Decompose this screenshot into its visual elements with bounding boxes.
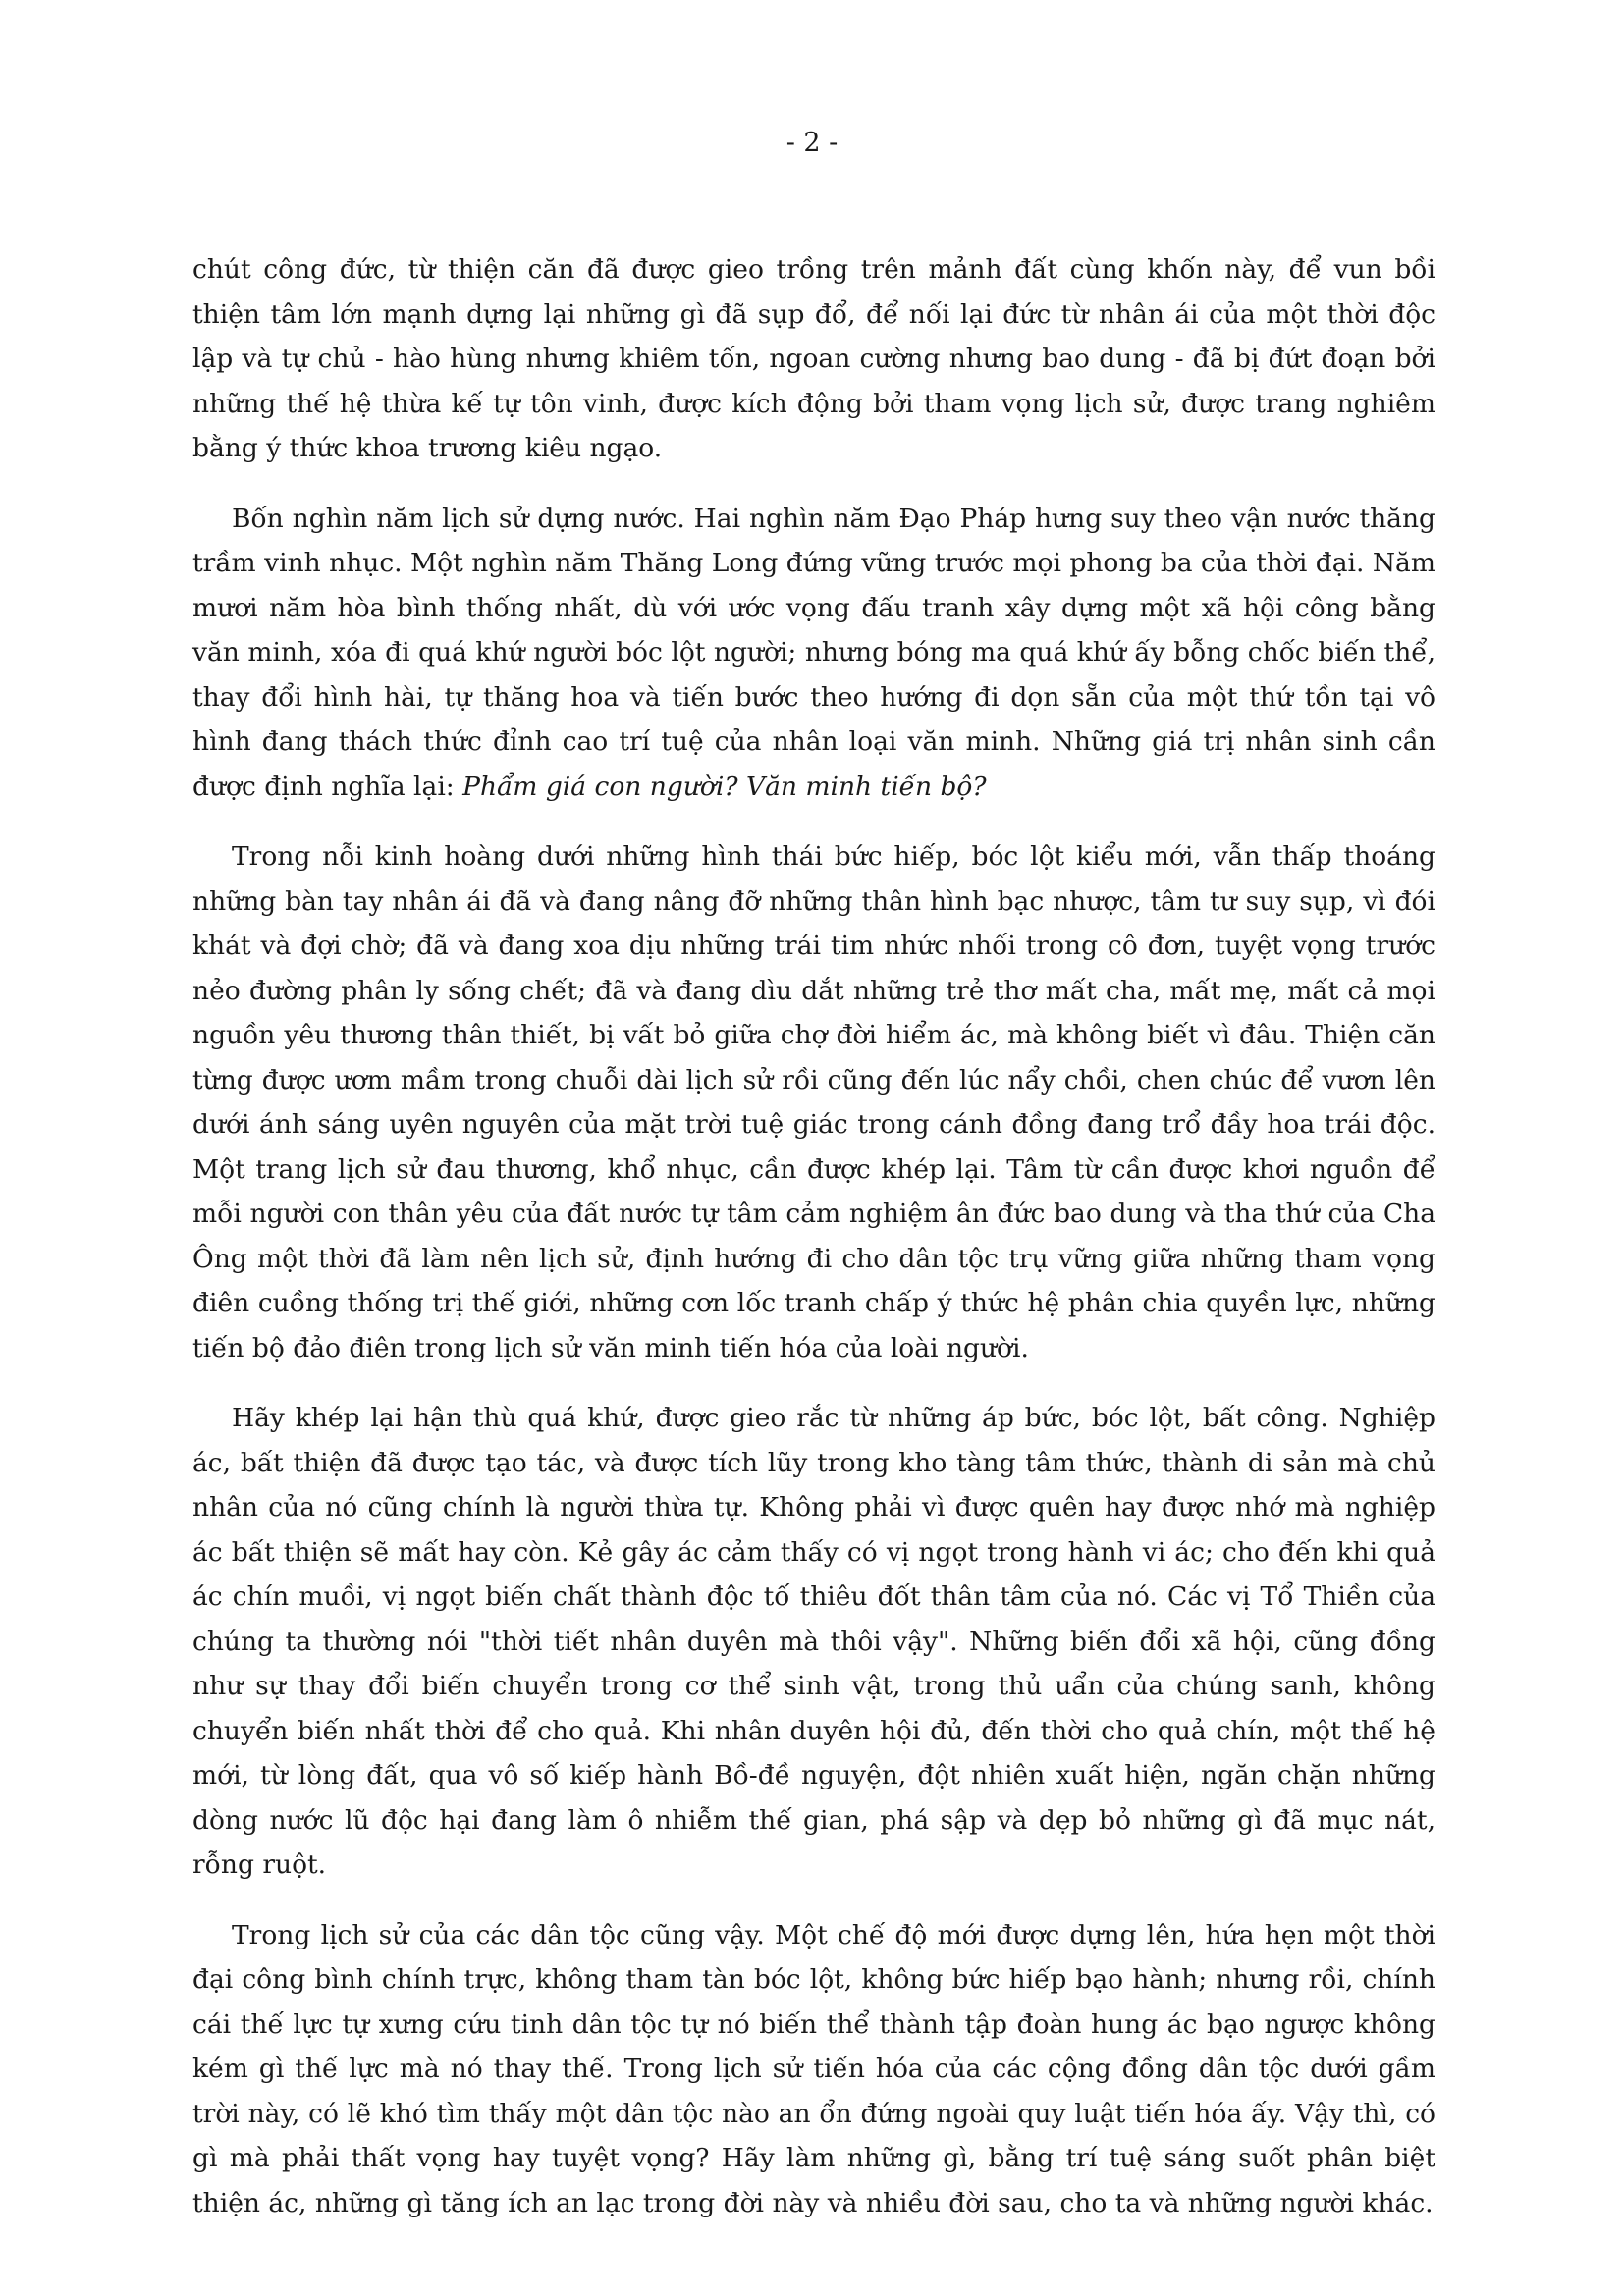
- paragraph-compassion: Trong nỗi kinh hoàng dưới những hình thái bức hiếp, bóc lột kiểu mới, vẫn thấp thoáng những bàn tay nhân ái đã và đang nâng đỡ những thân hình bạc nhược, tâm tư suy sụp, vì đói khát và đợi chờ; đã và đang xoa dịu những trái tim nhức nhối trong cô đơn, tuyệt vọng trước nẻo đường phân ly sống chết; đã và đang dìu dắt những trẻ thơ mất cha, mất mẹ, mất cả mọi nguồn yêu thương thân thiết, bị vất bỏ giữa chợ đời hiểm ác, mà không biết vì đâu. Thiện căn từng được ươm mầm trong chuỗi dài lịch sử rồi cũng đến lúc nẩy chồi, chen chúc để vươn lên dưới ánh sáng uyên nguyên của mặt trời tuệ giác trong cánh đồng đang trổ đầy hoa trái độc. Một trang lịch sử đau thương, khổ nhục, cần được khép lại. Tâm từ cần được khơi nguồn để mỗi người con thân yêu của đất nước tự tâm cảm nghiệm ân đức bao dung và tha thứ của Cha Ông một thời đã làm nên lịch sử, định hướng đi cho dân tộc trụ vững giữa những tham vọng điên cuồng thống trị thế giới, những cơn lốc tranh chấp ý thức hệ phân chia quyền lực, những tiến bộ đảo điên trong lịch sử văn minh tiến hóa của loài người.: [192, 841, 1435, 1363]
- paragraph-history-italic: Phẩm giá con người? Văn minh tiến bộ?: [462, 771, 987, 802]
- paragraph-nations: Trong lịch sử của các dân tộc cũng vậy. Một chế độ mới được dựng lên, hứa hẹn một thời đại công bình chính trực, không tham tàn bóc lột, không bức hiếp bạo hành; nhưng rồi, chính cái thế lực tự xưng cứu tinh dân tộc tự nó biến thể thành tập đoàn hung ác bạo ngược không kém gì thế lực mà nó thay thế. Trong lịch sử tiến hóa của các cộng đồng dân tộc dưới gầm trời này, có lẽ khó tìm thấy một dân tộc nào an ổn đứng ngoài quy luật tiến hóa ấy. Vậy thì, có gì mà phải thất vọng hay tuyệt vọng? Hãy làm những gì, bằng trí tuệ sáng suốt phân biệt thiện ác, những gì tăng ích an lạc trong đời này và nhiều đời sau, cho ta và những người khác.: [192, 1919, 1435, 2218]
- paragraph-history-text: Bốn nghìn năm lịch sử dựng nước. Hai nghìn năm Đạo Pháp hưng suy theo vận nước thăng trầm vinh nhục. Một nghìn năm Thăng Long đứng vững trước mọi phong ba của thời đại. Năm mươi năm hòa bình thống nhất, dù với ước vọng đấu tranh xây dựng một xã hội công bằng văn minh, xóa đi quá khứ người bóc lột người; nhưng bóng ma quá khứ ấy bỗng chốc biến thể, thay đổi hình hài, tự thăng hoa và tiến bước theo hướng đi dọn sẵn của một thứ tồn tại vô hình đang thách thức đỉnh cao trí tuệ của nhân loại văn minh. Những giá trị nhân sinh cần được định nghĩa lại:: [192, 503, 1435, 802]
- page-number: - 2 -: [785, 128, 839, 158]
- paragraph-karma: Hãy khép lại hận thù quá khứ, được gieo rắc từ những áp bức, bóc lột, bất công. Nghiệp ác, bất thiện đã được tạo tác, và được tích lũy trong kho tàng tâm thức, thành di sản mà chủ nhân của nó cũng chính là người thừa tự. Không phải vì được quên hay được nhớ mà nghiệp ác bất thiện sẽ mất hay còn. Kẻ gây ác cảm thấy có vị ngọt trong hành vi ác; cho đến khi quả ác chín muồi, vị ngọt biến chất thành độc tố thiêu đốt thân tâm của nó. Các vị Tổ Thiền của chúng ta thường nói "thời tiết nhân duyên mà thôi vậy". Những biến đổi xã hội, cũng đồng như sự thay đổi biến chuyển trong cơ thể sinh vật, trong thủ uẩn của chúng sanh, không chuyển biến nhất thời để cho quả. Khi nhân duyên hội đủ, đến thời cho quả chín, một thế hệ mới, từ lòng đất, qua vô số kiếp hành Bồ-đề nguyện, đột nhiên xuất hiện, ngăn chặn những dòng nước lũ độc hại đang làm ô nhiễm thế gian, phá sập và dẹp bỏ những gì đã mục nát, rỗng ruột.: [192, 1403, 1435, 1880]
- paragraph-history: [192, 497, 1435, 810]
- paragraph-continued: chút công đức, từ thiện căn đã được gieo trồng trên mảnh đất cùng khốn này, để vun bồi thiện tâm lớn mạnh dựng lại những gì đã sụp đổ, để nối lại đức từ nhân ái của một thời độc lập và tự chủ - hào hùng nhưng khiêm tốn, ngoan cường nhưng bao dung - đã bị đứt đoạn bởi những thế hệ thừa kế tự tôn vinh, được kích động bởi tham vọng lịch sử, được trang nghiêm bằng ý thức khoa trương kiêu ngạo.: [192, 254, 1435, 463]
- document-body: [192, 247, 1435, 2251]
